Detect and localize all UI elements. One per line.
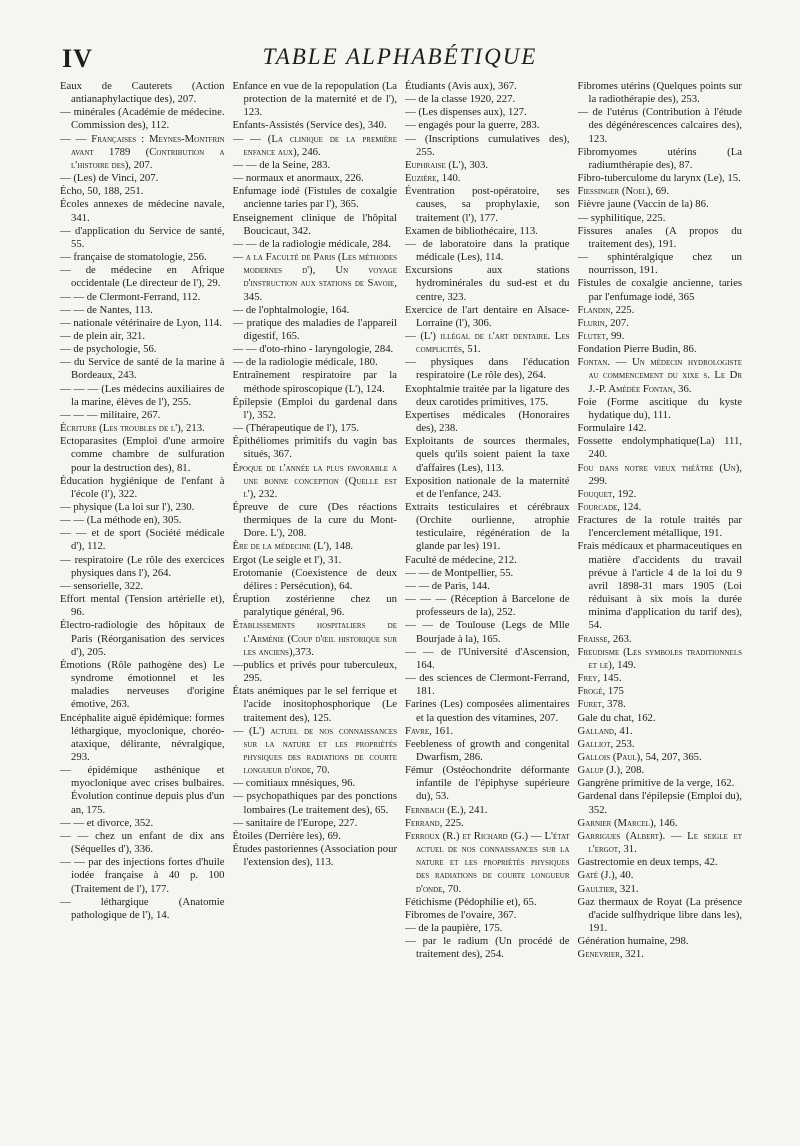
index-entry: Épilepsie (Emploi du gardenal dans l'), 352.: [232, 395, 397, 421]
page-title: TABLE ALPHABÉTIQUE: [262, 44, 538, 69]
index-entry: Fétichisme (Pédophilie et), 65.: [405, 895, 537, 908]
index-entry: — — de Nantes, 113.: [60, 303, 153, 316]
index-entry: — de médecine en Afrique occidentale (Le directeur de l'), 29.: [60, 264, 225, 290]
index-entry: Erotomanie (Coexistence de deux délires : Persécution), 64.: [232, 566, 397, 592]
index-entry: — de la radiologie médicale, 180.: [232, 356, 378, 369]
index-entry: — physiques dans l'éducation respiratoire (Le rôle des), 264.: [405, 356, 570, 382]
index-entry: Écoles annexes de médecine navale, 341.: [60, 198, 225, 224]
index-entry: Euphraise (L'), 303.: [405, 158, 489, 171]
index-entry: — (Inscriptions cumulatives des), 255.: [405, 132, 570, 158]
index-entry: — de l'ophtalmologie, 164.: [232, 303, 350, 316]
index-entry: Écho, 50, 188, 251.: [60, 185, 144, 198]
index-entry: Époque de l'année la plus favorable a une bonne conception (Quelle est l'), 232.: [232, 461, 397, 500]
index-entry: — — — militaire, 267.: [60, 408, 161, 421]
index-entry: Ère de la médecine (L'), 148.: [232, 540, 354, 553]
index-entry: Établissements hospitaliers de l'Arménie (Coup d'œil historique sur les anciens),373.: [232, 619, 397, 658]
index-entry: Écriture (Les troubles de l'), 213.: [60, 422, 205, 435]
index-entry: Exposition nationale de la maternité et de l'enfance, 243.: [405, 474, 570, 500]
index-entry: — sensorielle, 322.: [60, 579, 144, 592]
index-entry: — de la classe 1920, 227.: [405, 93, 516, 106]
index-entry: — a la Faculté de Paris (Les méthodes modernes d'), Un voyage d'instruction aux stations de Savoie, 345.: [232, 251, 397, 303]
index-entry: — (Thérapeutique de l'), 175.: [232, 422, 360, 435]
index-column-1: [60, 80, 225, 1130]
index-entry: Genevrier, 321.: [577, 948, 644, 961]
index-entry: Ectoparasites (Emploi d'une armoire comme chambre de sulfuration pour la destruction des), 81.: [60, 435, 225, 474]
index-entry: — (Les) de Vinci, 207.: [60, 172, 159, 185]
index-entry: Garrigues (Albert). — Le seigle et l'ergot, 31.: [577, 829, 742, 856]
index-entry: Fractures de la rotule traités par l'encerclement métallique, 191.: [577, 514, 742, 540]
index-entry: — — de Clermont-Ferrand, 112.: [60, 290, 201, 303]
index-entry: — d'application du Service de santé, 55.: [60, 224, 225, 250]
index-entry: Examen de bibliothécaire, 113.: [405, 224, 538, 237]
index-entry: Farines (Les) composées alimentaires et la question des vitamines, 207.: [405, 698, 570, 724]
index-entry: Gaultier, 321.: [577, 882, 639, 895]
index-entry: Faculté de médecine, 212.: [405, 553, 517, 566]
index-column-3: [405, 80, 570, 1130]
index-entry: — léthargique (Anatomie pathologique de l'), 14.: [60, 895, 225, 921]
index-entry: Encéphalite aiguë épidémique: formes léthargique, myoclonique, choréo-ataxique, délirante, névralgique, 293.: [60, 711, 225, 763]
index-entry: Études pastoriennes (Association pour l'extension des), 113.: [232, 843, 397, 869]
index-entry: — (Les dispenses aux), 127.: [405, 106, 527, 119]
index-entry: — — de l'Université d'Ascension, 164.: [405, 645, 570, 671]
index-entry: — normaux et anormaux, 226.: [232, 172, 364, 185]
index-entry: Flandin, 225.: [577, 303, 635, 316]
index-entry: Fontan. — Un médecin hydrologiste au commencement du xixe s. Le Dr J.-P. Amédée Fontan, 36.: [577, 356, 742, 395]
index-entry: Fernbach (E.), 241.: [405, 803, 488, 816]
index-entry: Fièvre jaune (Vaccin de la) 86.: [577, 198, 709, 211]
index-entry: Furet, 378.: [577, 698, 626, 711]
index-entry: — de psychologie, 56.: [60, 343, 157, 356]
index-entry: Galliot, 253.: [577, 737, 635, 750]
index-entry: Étoiles (Derrière les), 69.: [232, 829, 341, 842]
index-entry: Émotions (Rôle pathogène des) Le syndrome émotionnel et les maladies nerveuses d'origine émotive, 263.: [60, 658, 225, 711]
index-entry: Entraînement respiratoire par la méthode spiroscopique (L'), 124.: [232, 369, 397, 395]
index-entry: Fémur (Ostéochondrite déformante infantile de l'épiphyse supérieure du), 53.: [405, 764, 570, 803]
index-entry: — sphintéralgique chez un nourrisson, 191.: [577, 251, 742, 277]
index-entry: —publics et privés pour tuberculeux, 295.: [232, 658, 397, 685]
index-entry: Favre, 161.: [405, 724, 454, 737]
index-entry: Fiessinger (Noel), 69.: [577, 185, 670, 198]
index-entry: — psychopathiques par des ponctions lombaires (Le traitement des), 65.: [232, 790, 397, 816]
index-entry: — — — (Les médecins auxiliaires de la marine, élèves de l'), 255.: [60, 382, 225, 408]
index-column-4: [578, 80, 743, 1130]
index-entry: Gale du chat, 162.: [577, 711, 656, 724]
index-entry: Frogé, 175: [577, 685, 624, 698]
index-entry: — de l'utérus (Contribution à l'étude des dégénérescences calcaires des), 123.: [577, 106, 742, 145]
index-entry: — — de Paris, 144.: [405, 579, 490, 592]
index-entry: États anémiques par le sel ferrique et l'acide inositophosphorique (Le traitement des), 125.: [232, 685, 397, 724]
index-entry: — — et divorce, 352.: [60, 816, 154, 829]
index-entry: Enfance en vue de la repopulation (La protection de la maternité et de l'), 123.: [232, 80, 397, 119]
index-entry: Frey, 145.: [577, 672, 622, 685]
index-entry: Formulaire 142.: [577, 422, 647, 435]
index-entry: — — et de sport (Société médicale d'), 112.: [60, 527, 225, 553]
index-entry: — nationale vétérinaire de Lyon, 114.: [60, 316, 222, 329]
index-entry: Enseignement clinique de l'hôpital Boucicaut, 342.: [232, 211, 397, 237]
index-entry: Freudisme (Les symboles traditionnels et le), 149.: [577, 645, 742, 671]
index-entry: Électro-radiologie des hôpitaux de Paris (Réorganisation des services d'), 205.: [60, 619, 225, 658]
index-entry: Foie (Forme ascitique du kyste hydatique du), 111.: [577, 395, 742, 421]
index-entry: — — Françaises : Meynes-Montfrin avant 1789 (Contribution a l'histoire des), 207.: [60, 132, 225, 171]
index-entry: Ferrand, 225.: [405, 816, 464, 829]
index-entry: Ferroux (R.) et Richard (G.) — L'état actuel de nos connaissances sur la nature et les propriétés physiques des radiations de courte longueur d'onde, 70.: [405, 829, 570, 895]
index-entry: Gangrène primitive de la verge, 162.: [577, 777, 735, 790]
index-entry: Euzière, 140.: [405, 172, 461, 185]
index-entry: — pratique des maladies de l'appareil digestif, 165.: [232, 316, 397, 342]
index-entry: Expertises médicales (Honoraires des), 238.: [405, 408, 570, 435]
index-entry: Épithéliomes primitifs du vagin bas situés, 367.: [232, 435, 397, 461]
index-entry: — engagés pour la guerre, 283.: [405, 119, 540, 132]
index-entry: Fistules de coxalgie ancienne, taries par l'enfumage iodé, 365: [577, 277, 742, 303]
index-entry: Excursions aux stations hydrominérales du sud-est et du centre, 323.: [405, 264, 570, 303]
index-entry: Exploitants de sources thermales, quels qu'ils soient paient la taxe d'affaires (Les), 113.: [405, 435, 570, 474]
index-entry: — — (La méthode en), 305.: [60, 514, 182, 527]
index-entry: — (L') actuel de nos connaissances sur la nature et les propriétés physiques des radiations de courte longueur d'onde, 70.: [232, 724, 397, 777]
index-entry: Gastrectomie en deux temps, 42.: [577, 856, 718, 869]
index-entry: — syphilitique, 225.: [577, 211, 666, 224]
index-entry: Fibromes utérins (Quelques points sur la radiothérapie des), 253.: [577, 80, 742, 106]
index-entry: Fourcade, 124.: [577, 501, 642, 513]
index-entry: Éventration post-opératoire, ses causes, sa prophylaxie, son traitement (l'), 177.: [405, 185, 570, 224]
index-entry: — (L') illégal de l'art dentaire. Les complicités, 51.: [405, 329, 570, 356]
index-entry: Galup (J.), 208.: [577, 764, 645, 777]
index-entry: — minérales (Académie de médecine. Commission des), 112.: [60, 106, 225, 132]
index-entry: Épreuve de cure (Des réactions thermiques de la cure du Mont-Dore. L'), 208.: [232, 501, 397, 540]
index-entry: Eaux de Cauterets (Action antianaphylactique des), 207.: [60, 80, 225, 106]
index-entry: Gardenal dans l'épilepsie (Emploi du), 352.: [577, 790, 742, 816]
index-entry: Extraits testiculaires et cérébraux (Orchite ourlienne, atrophie testiculaire, régénération de la glande par les) 191.: [405, 501, 570, 553]
index-entry: Frais médicaux et pharmaceutiques en matière d'accidents du travail prévue à l'article 4 de la loi du 9 avril 1898-31 mars 1905 (Loi réduisant à six mois la durée minima d'application du tarif des), 54.: [577, 540, 742, 632]
index-entry: Fibromes de l'ovaire, 367.: [405, 908, 517, 921]
index-entry: Génération humaine, 298.: [577, 935, 689, 948]
page-number: IV: [62, 44, 93, 73]
index-entry: — par le radium (Un procédé de traitement des), 254.: [405, 935, 570, 961]
index-entry: Gaté (J.), 40.: [577, 869, 634, 882]
index-entry: — de plein air, 321.: [60, 329, 146, 342]
index-entry: — — d'oto-rhino - laryngologie, 284.: [232, 343, 394, 356]
index-entry: — — de Montpellier, 55.: [405, 566, 514, 579]
index-entry: — française de stomatologie, 256.: [60, 251, 207, 264]
index-entry: Fouquet, 192.: [577, 487, 637, 500]
index-entry: Fibro-tuberculome du larynx (Le), 15.: [577, 172, 741, 185]
index-entry: — — — (Réception à Barcelone de professeurs de la), 252.: [405, 593, 570, 619]
index-entry: Éruption zostérienne chez un paralytique général, 96.: [232, 593, 397, 619]
index-entry: — de la paupière, 175.: [405, 922, 503, 934]
index-entry: Fou dans notre vieux théâtre (Un), 299.: [577, 461, 742, 487]
index-entry: — — (La clinique de la première enfance aux), 246.: [232, 132, 397, 158]
index-entry: Étudiants (Avis aux), 367.: [405, 80, 517, 92]
index-entry: Enfants-Assistés (Service des), 340.: [232, 119, 387, 132]
index-entry: — respiratoire (Le rôle des exercices physiques dans l'), 264.: [60, 553, 225, 579]
index-entry: Flutet, 99.: [577, 329, 625, 342]
index-entry: Fissures anales (A propos du traitement des), 191.: [577, 224, 742, 250]
index-entry: Éducation hygiénique de l'enfant à l'école (l'), 322.: [60, 474, 225, 500]
index-entry: Flurin, 207.: [577, 316, 629, 329]
index-entry: Fraisse, 263.: [577, 632, 632, 645]
index-entry: — — de Toulouse (Legs de Mlle Bourjade à la), 165.: [405, 619, 570, 645]
index-columns: [60, 80, 742, 1130]
index-entry: — du Service de santé de la marine à Bordeaux, 243.: [60, 356, 225, 382]
index-entry: Garnier (Marcel), 146.: [577, 816, 678, 829]
index-entry: — de laboratoire dans la pratique médicale (Les), 114.: [405, 237, 570, 264]
index-entry: Galland, 41.: [577, 724, 633, 737]
index-entry: — — de la radiologie médicale, 284.: [232, 237, 391, 250]
index-entry: — — chez un enfant de dix ans (Séquelles d'), 336.: [60, 829, 225, 856]
index-entry: — — par des injections fortes d'huile iodée française à 40 p. 100 (Traitement de l'), 177.: [60, 856, 225, 895]
index-entry: — — de la Seine, 283.: [232, 158, 331, 171]
index-entry: Fossette endolymphatique(La) 111, 240.: [577, 435, 742, 461]
index-entry: Effort mental (Tension artérielle et), 96.: [60, 593, 225, 619]
index-entry: — des sciences de Clermont-Ferrand, 181.: [405, 672, 570, 698]
index-entry: Fondation Pierre Budin, 86.: [577, 343, 697, 356]
index-entry: Ergot (Le seigle et l'), 31.: [232, 553, 342, 566]
index-entry: — sanitaire de l'Europe, 227.: [232, 816, 358, 829]
index-entry: — physique (La loi sur l'), 230.: [60, 501, 195, 513]
index-entry: Exercice de l'art dentaire en Alsace-Lorraine (l'), 306.: [405, 303, 570, 329]
index-entry: — comitiaux mnésiques, 96.: [232, 777, 356, 790]
index-entry: Exophtalmie traitée par la ligature des deux carotides primitives, 175.: [405, 382, 570, 408]
index-entry: Feebleness of growth and congenital Dwarfism, 286.: [405, 737, 570, 763]
index-entry: Enfumage iodé (Fistules de coxalgie ancienne taries par l'), 365.: [232, 185, 397, 211]
index-column-2: [233, 80, 398, 1130]
index-entry: Gallois (Paul), 54, 207, 365.: [577, 750, 702, 763]
index-entry: — épidémique asthénique et myoclonique avec crises bulbaires. Évolution continue depuis plus d'un an, 175.: [60, 764, 225, 816]
index-entry: Fibromyomes utérins (La radiumthérapie des), 87.: [577, 145, 742, 171]
index-entry: Gaz thermaux de Royat (La présence d'acide sulfhydrique libre dans les), 191.: [577, 895, 742, 934]
